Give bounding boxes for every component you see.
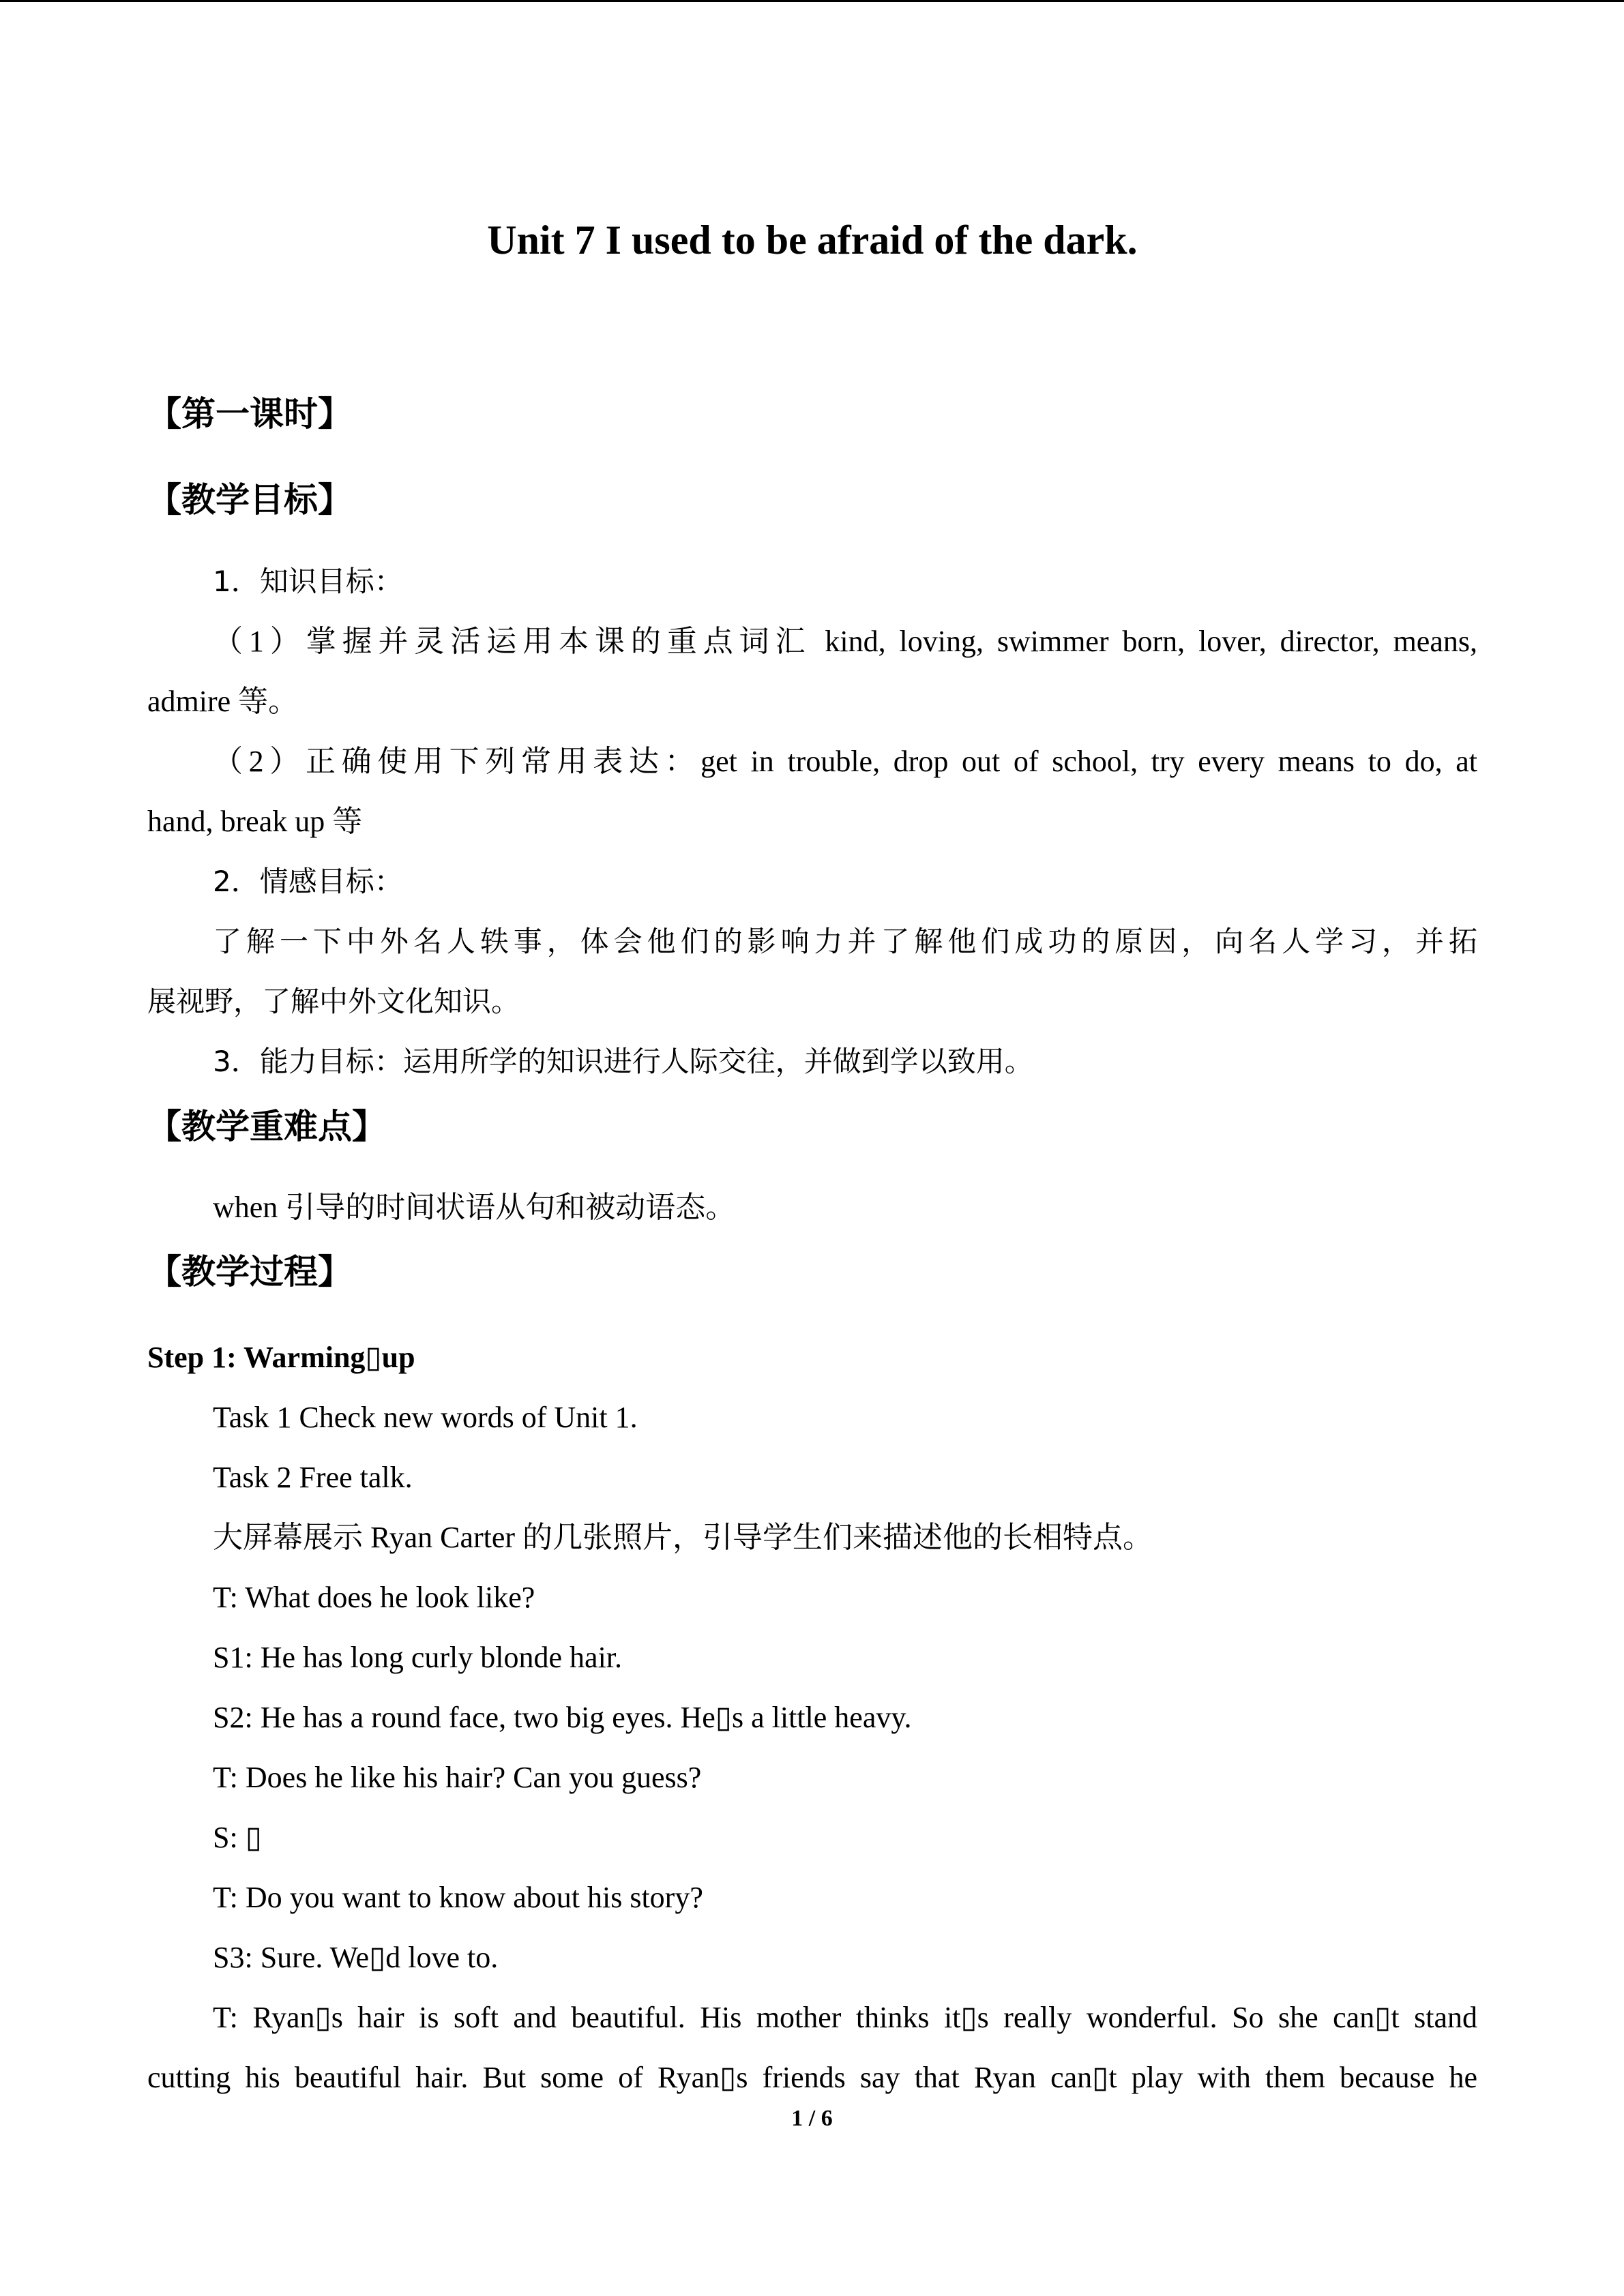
step1-line: T: Do you want to know about his story? (213, 1881, 703, 1914)
objective-knowledge-title: 1．知识目标： (213, 565, 403, 598)
objective-emotion-line1: 了解一下中外名人轶事，体会他们的影响力并了解他们成功的原因，向名人学习，并拓 (213, 925, 1477, 958)
objective-item2-line2: hand, break up 等 (147, 805, 363, 838)
step1-line: S1: He has long curly blonde hair. (213, 1641, 623, 1674)
step1-line: S2: He has a round face, two big eyes. He▯s a little heavy. (213, 1701, 912, 1734)
page-title: Unit 7 I used to be afraid of the dark. (487, 218, 1138, 263)
objective-item2-line1: （2）正确使用下列常用表达：get in trouble, drop out of school, try every means to do, at (213, 745, 1477, 778)
page-number: 1 / 6 (791, 2106, 833, 2131)
step1-line: T: What does he look like? (213, 1581, 535, 1614)
step1-line: 大屏幕展示 Ryan Carter 的几张照片，引导学生们来描述他的长相特点。 (213, 1521, 1153, 1554)
step1-last-line2: cutting his beautiful hair. But some of Ryan▯s friends say that Ryan can▯t play with them because he (147, 2061, 1477, 2094)
step1-line: Task 1 Check new words of Unit 1. (213, 1401, 638, 1434)
document-page (147, 0, 1477, 2296)
heading-process: 【教学过程】 (147, 1252, 352, 1292)
objective-emotion-title: 2．情感目标： (213, 865, 403, 898)
heading-key-points: 【教学重难点】 (147, 1107, 386, 1146)
step1-title: Step 1: Warming▯up (147, 1341, 415, 1374)
step1-last-line1: T: Ryan▯s hair is soft and beautiful. His mother thinks it▯s really wonderful. So she can▯t stand (213, 2001, 1477, 2034)
key-points-text: when 引导的时间状语从句和被动语态。 (213, 1191, 736, 1224)
objective-ability: 3．能力目标：运用所学的知识进行人际交往，并做到学以致用。 (213, 1045, 1033, 1078)
step1-line: S3: Sure. We▯d love to. (213, 1941, 499, 1974)
objective-emotion-line2: 展视野，了解中外文化知识。 (147, 985, 520, 1018)
objective-item1-line1: （1）掌握并灵活运用本课的重点词汇 kind, loving, swimmer born, lover, director, means, (213, 625, 1477, 658)
step1-line: Task 2 Free talk. (213, 1461, 413, 1494)
step1-line: S: ▯ (213, 1821, 262, 1854)
heading-period: 【第一课时】 (147, 394, 352, 434)
step1-line: T: Does he like his hair? Can you guess? (213, 1761, 702, 1794)
objective-item1-line2: admire 等。 (147, 685, 299, 718)
heading-objectives: 【教学目标】 (147, 480, 352, 520)
